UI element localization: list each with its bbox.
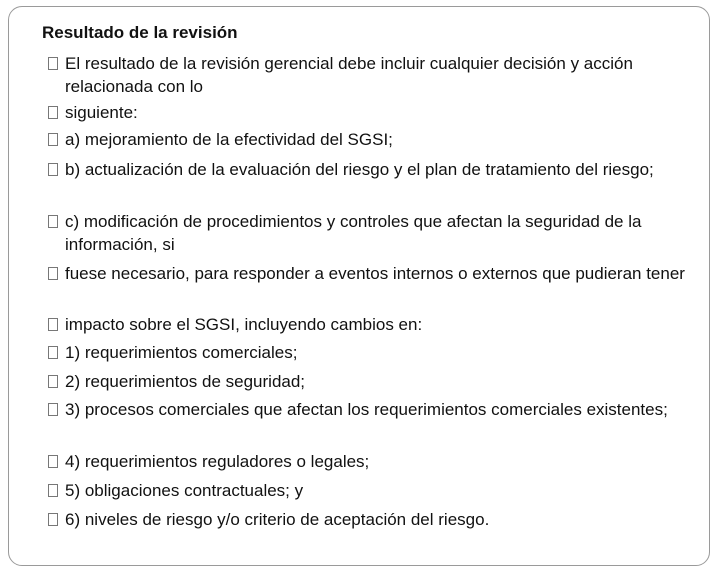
list-item-text: siguiente: — [65, 103, 138, 122]
checkbox-square-icon — [48, 513, 58, 526]
list-item — [48, 398, 688, 421]
list-item-text: impacto sobre el SGSI, incluyendo cambios en: — [65, 315, 423, 334]
list-item-text: 1) requerimientos comerciales; — [65, 343, 298, 362]
list-item-text: fuese necesario, para responder a eventos internos o externos que pudieran tener — [65, 264, 685, 283]
list-item — [48, 370, 688, 393]
list-item — [48, 262, 688, 285]
list-item-text: 3) procesos comerciales que afectan los requerimientos comerciales existentes; — [65, 400, 668, 419]
list-item — [48, 210, 688, 256]
list-item — [48, 508, 688, 531]
list-item-text: 6) niveles de riesgo y/o criterio de aceptación del riesgo. — [65, 510, 490, 529]
checkbox-square-icon — [48, 57, 58, 70]
list-item — [48, 128, 688, 151]
checkbox-square-icon — [48, 163, 58, 176]
slide-title: Resultado de la revisión — [42, 23, 238, 42]
list-item-text: c) modificación de procedimientos y controles que afectan la seguridad de la información, si — [65, 212, 642, 254]
list-item — [48, 341, 688, 364]
checkbox-square-icon — [48, 267, 58, 280]
checkbox-square-icon — [48, 106, 58, 119]
list-item-text: 4) requerimientos reguladores o legales; — [65, 452, 370, 471]
list-item-text: 2) requerimientos de seguridad; — [65, 372, 306, 391]
checkbox-square-icon — [48, 346, 58, 359]
list-item — [48, 158, 688, 181]
checkbox-square-icon — [48, 403, 58, 416]
checkbox-square-icon — [48, 215, 58, 228]
list-item-text: 5) obligaciones contractuales; y — [65, 481, 304, 500]
checkbox-square-icon — [48, 133, 58, 146]
checkbox-square-icon — [48, 318, 58, 331]
list-item — [48, 313, 688, 336]
checkbox-square-icon — [48, 455, 58, 468]
list-item-text: a) mejoramiento de la efectividad del SGSI; — [65, 130, 393, 149]
checkbox-square-icon — [48, 375, 58, 388]
list-item — [48, 101, 688, 124]
list-item-text: b) actualización de la evaluación del riesgo y el plan de tratamiento del riesgo; — [65, 160, 654, 179]
list-item — [48, 479, 688, 502]
list-item-text: El resultado de la revisión gerencial debe incluir cualquier decisión y acción relacionada con lo — [65, 54, 633, 96]
list-item — [48, 52, 688, 98]
list-item — [48, 450, 688, 473]
checkbox-square-icon — [48, 484, 58, 497]
